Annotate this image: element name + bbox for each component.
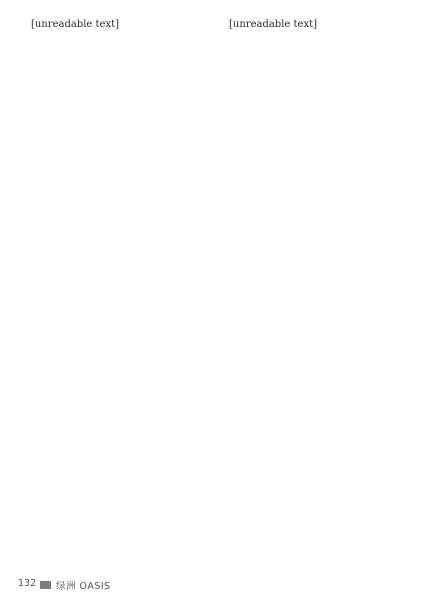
paragraph: [unreadable text] (31, 19, 119, 30)
journal-name: 绿洲 OASIS (56, 581, 111, 592)
paragraph: [unreadable text] (229, 19, 317, 30)
page-footer (0, 578, 427, 592)
text-column-left (31, 17, 214, 571)
text-column-right (229, 17, 412, 571)
page-number: 132 (18, 578, 37, 589)
footer-divider-bar (40, 581, 51, 589)
